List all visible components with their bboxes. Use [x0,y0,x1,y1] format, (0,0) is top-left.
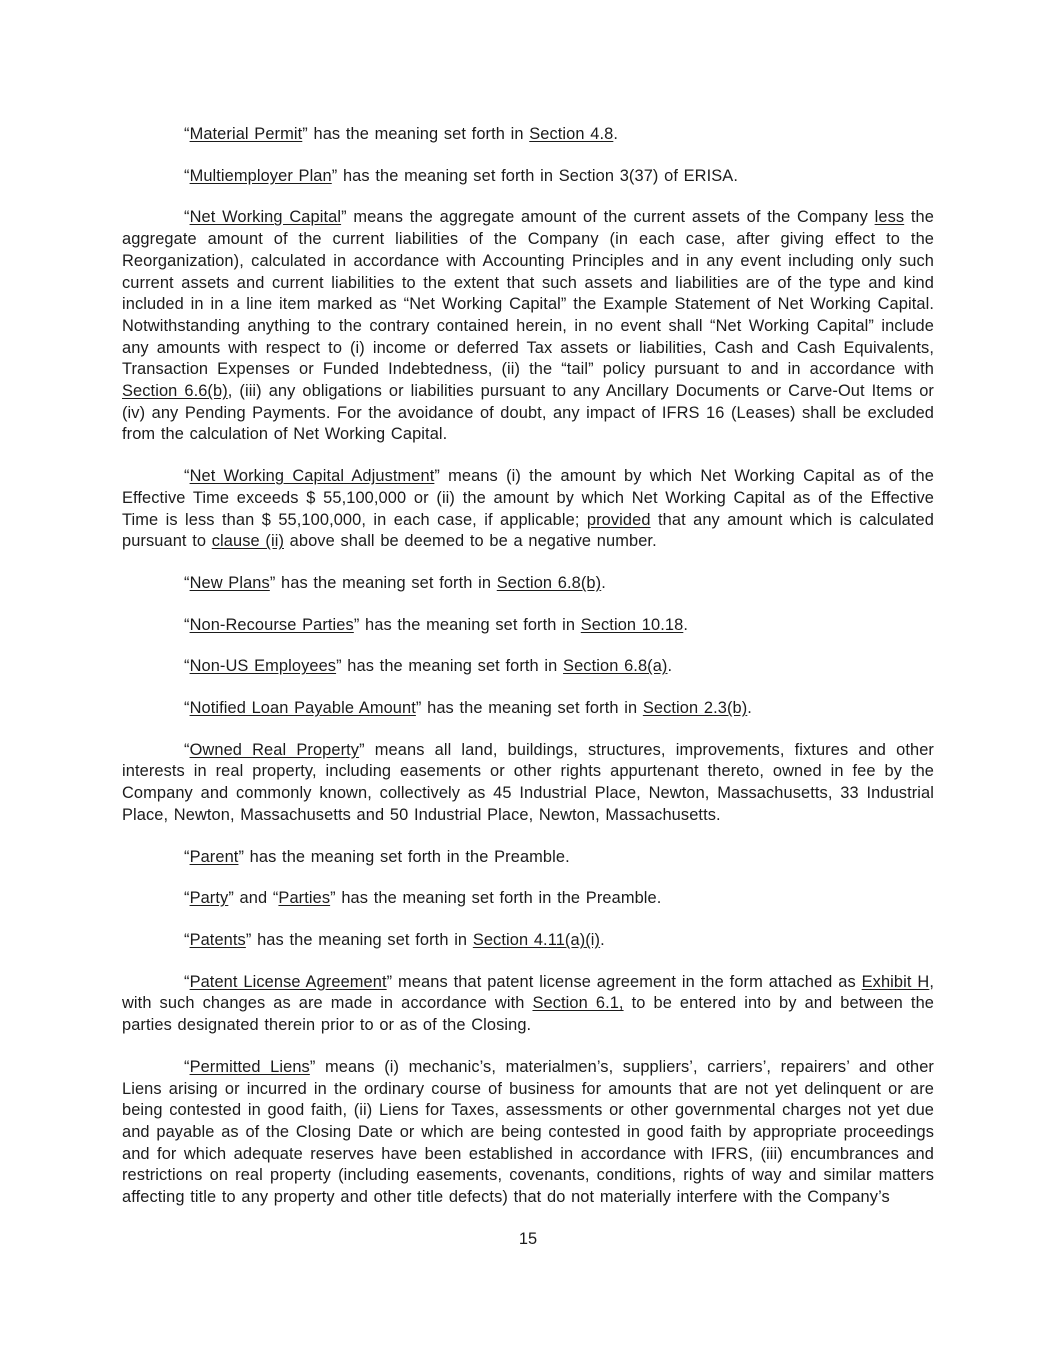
text-segment: ” means (i) the amount by which Net Working Capital as of the Effective Time exceeds $ 55,100,000 or (ii) the amount by which Net Working Capital as of the Effective Time is less than $ 55,100,000, in each case, if applicable; [122,467,934,529]
text-segment: that any amount which is calculated pursuant to [122,510,934,551]
defined-term-or-reference: Parties [278,889,331,908]
defined-term-or-reference: Net Working Capital Adjustment [189,467,435,486]
paragraph-notified-loan-payable-amount [122,698,934,720]
paragraph-patent-license-agreement [122,972,934,1037]
text-segment: “ [184,208,190,227]
defined-term-or-reference: Section 6.8(a) [563,657,668,676]
paragraph-patents [122,930,934,952]
defined-term-or-reference: Patent License Agreement [189,972,387,991]
paragraph-net-working-capital-adjustment [122,466,934,553]
text-segment: “ [184,125,190,143]
defined-term-or-reference: Exhibit H [861,972,930,991]
text-segment: ” means all land, buildings, structures, improvements, fixtures and other interests in real property, including easements or other rights appurtenant thereto, owned in fee by the Company and commonly known, collectively as 45 Industrial Place, Newton, Massachusetts, 33 Industrial Place, Newton, Massachusetts and 50 Industrial Place, Newton, Massachusetts. [122,740,934,824]
defined-term-or-reference: Owned Real Property [189,740,360,759]
text-segment: ” means (i) mechanic’s, materialmen’s, suppliers’, carriers’, repairers’ and other Liens arising or incurred in the ordinary course of business for amounts that are not yet delinquent or are being contested in good faith, (ii) Liens for Taxes, assessments or other governmental charges not yet due and payable as of the Closing Date or which are being contested in good faith by appropriate proceedings and for which adequate reserves have been established in accordance with IFRS, (iii) encumbrances and restrictions on real property (including easements, covenants, conditions, rights of way and similar matters affecting title to any property and other title defects) that do not materially interfere with the Company’s [122,1057,934,1207]
defined-term-or-reference: Material Permit [189,125,303,143]
text-segment: “ [184,573,190,592]
text-segment: ” has the meaning set forth in [415,699,643,718]
defined-term-or-reference: Patents [189,930,246,949]
text-segment: “ [184,740,190,759]
defined-term-or-reference: Section 4.8 [529,125,614,143]
defined-term-or-reference: Non-US Employees [189,657,337,676]
defined-term-or-reference: Section 4.11(a)(i) [472,930,601,949]
text-segment: “ [184,847,190,866]
text-segment: ” has the meaning set forth in the Preamble. [238,847,570,866]
text-segment: ” and “ [228,889,279,908]
text-segment: “ [184,657,190,676]
text-segment: , (iii) any obligations or liabilities pursuant to any Ancillary Documents or Carve-Out Items or (iv) any Pending Payments. For the avoidance of doubt, any impact of IFRS 16 (Leases) shall be excluded from the calculation of Net Working Capital. [122,382,934,444]
text-segment: ” has the meaning set forth in Section 3(37) of ERISA. [331,166,738,185]
text-segment: “ [184,889,190,908]
text-segment: “ [184,467,190,486]
text-segment: “ [184,930,190,949]
text-segment: . [683,615,688,634]
paragraph-multiemployer-plan [122,166,934,188]
text-segment: “ [184,615,190,634]
paragraph-net-working-capital [122,207,934,446]
text-segment: ” has the meaning set forth in [336,657,564,676]
text-segment: “ [184,166,190,185]
defined-term-or-reference: Permitted Liens [189,1057,310,1076]
text-segment: . [600,930,605,949]
defined-term-or-reference: Multiemployer Plan [189,166,332,185]
defined-term-or-reference: Section 6.6(b) [122,382,228,401]
text-segment: ” has the meaning set forth in [245,930,473,949]
defined-term-or-reference: provided [586,510,651,529]
text-segment: ” means the aggregate amount of the current assets of the Company [341,208,875,227]
defined-term-or-reference: Net Working Capital [189,208,342,227]
defined-term-or-reference: Section 2.3(b) [642,699,748,718]
text-segment: ” has the meaning set forth in [353,615,581,634]
text-segment: ” has the meaning set forth in the Preamble. [330,889,662,908]
text-segment: . [667,657,673,676]
paragraph-new-plans [122,573,934,595]
text-segment: “ [184,699,190,718]
text-segment: , with such changes as are made in accordance with [122,972,934,1013]
defined-term-or-reference: clause (ii) [211,532,284,551]
defined-term-or-reference: Non-Recourse Parties [189,615,354,634]
text-segment: above shall be deemed to be a negative number. [284,532,657,551]
defined-term-or-reference: less [874,208,905,227]
text-segment: . [613,125,618,143]
defined-term-or-reference: Section 10.18 [580,615,684,634]
paragraph-owned-real-property [122,740,934,827]
defined-term-or-reference: Parent [189,847,239,866]
page-number: 15 [518,1229,538,1248]
text-segment: . [747,699,752,718]
paragraph-permitted-liens [122,1057,934,1209]
paragraph-non-us-employees [122,656,934,678]
defined-term-or-reference: Section 6.8(b) [496,573,602,592]
text-segment: ” means that patent license agreement in the form attached as [386,972,862,991]
paragraph-parent [122,847,934,869]
text-segment: “ [184,972,190,991]
document-body [122,124,934,1209]
defined-term-or-reference: Section 6.1, [532,994,624,1013]
text-segment: . [601,573,606,592]
defined-term-or-reference: Notified Loan Payable Amount [189,699,416,718]
text-segment: “ [184,1057,190,1076]
text-segment: the aggregate amount of the current liabilities of the Company (in each case, after giving effect to the Reorganization), calculated in accordance with Accounting Principles and in any event including only such current assets and current liabilities to the extent that such assets and liabilities are of the type and kind included in in a line item marked as “Net Working Capital” the Example Statement of Net Working Capital. Notwithstanding anything to the contrary contained herein, in no event shall “Net Working Capital” include any amounts with respect to (i) income or deferred Tax assets or liabilities, Cash and Cash Equivalents, Transaction Expenses or Funded Indebtedness, (ii) the “tail” policy pursuant to and in accordance with [122,208,934,379]
paragraph-material-permit [122,124,934,146]
text-segment: ” has the meaning set forth in [302,125,530,143]
defined-term-or-reference: New Plans [189,573,270,592]
text-segment: ” has the meaning set forth in [269,573,497,592]
text-segment: to be entered into by and between the parties designated therein prior to or as of the Closing. [122,994,934,1035]
paragraph-non-recourse-parties [122,615,934,637]
defined-term-or-reference: Party [189,889,229,908]
paragraph-party-parties [122,888,934,910]
